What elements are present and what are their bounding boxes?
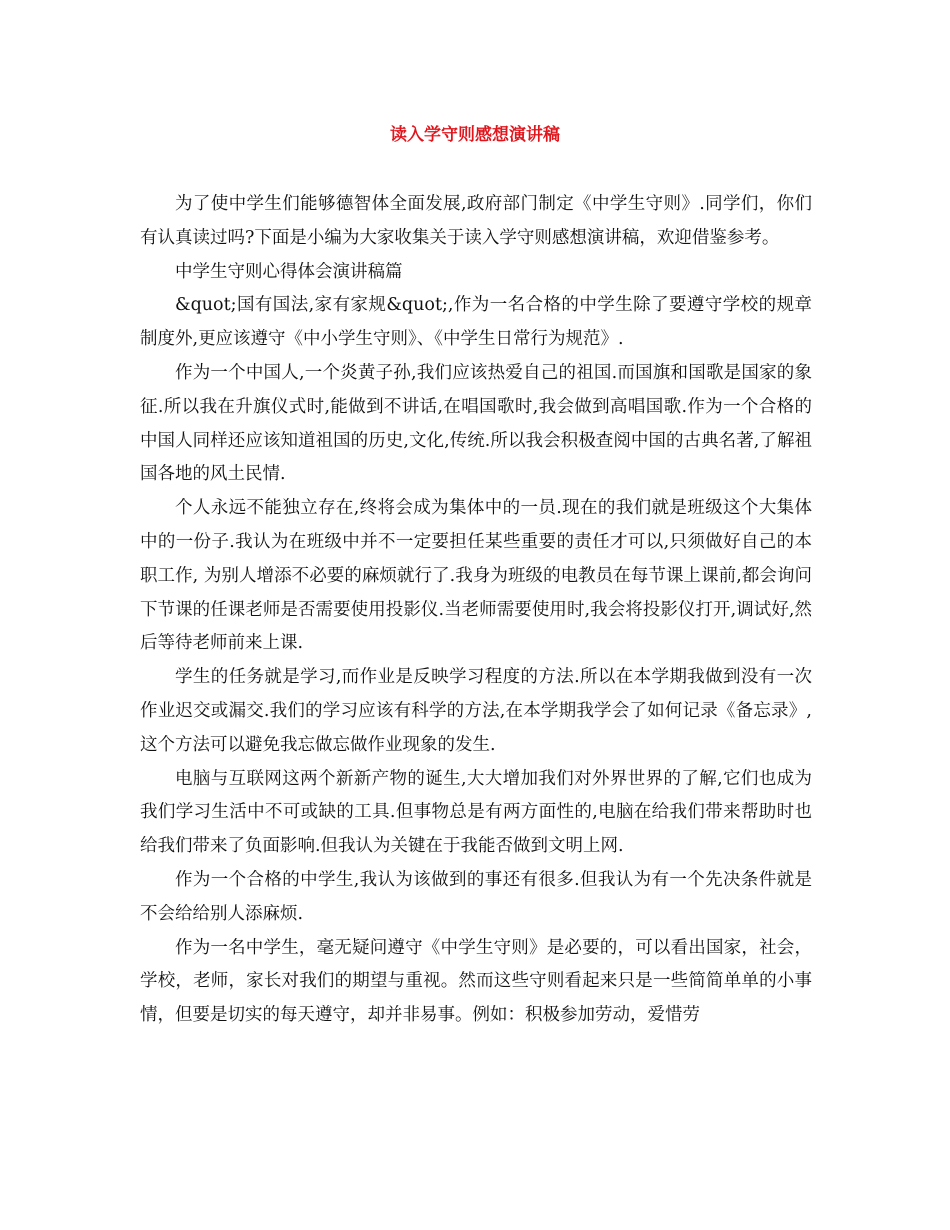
paragraph-subheading: 中学生守则心得体会演讲稿篇 [175,261,403,282]
paragraph-patriotism: 作为一个中国人,一个炎黄子孙,我们应该热爱自己的祖国.而国旗和国歌是国家的象征.所以我在升旗仪式时,能做到不讲话,在唱国歌时,我会做到高唱国歌.作为一个合格的中国人同样还应该知道祖国的历史,文化,传统.所以我会积极查阅中国的古典名著,了解祖国各地的风土民情. [140,362,812,485]
paragraph-precondition: 作为一个合格的中学生,我认为该做到的事还有很多.但我认为有一个先决条件就是不会给给别人添麻烦. [140,869,812,924]
paragraph-rules: &quot;国有国法,家有家规&quot;,作为一名合格的中学生除了要遵守学校的规章制度外,更应该遵守《中小学生守则》、《中学生日常行为规范》. [140,295,812,350]
paragraph-intro: 为了使中学生们能够德智体全面发展,政府部门制定《中学生守则》.同学们，你们有认真读过吗?下面是小编为大家收集关于读入学守则感想演讲稿，欢迎借鉴参考。 [140,194,812,248]
document-title: 读入学守则感想演讲稿 [390,125,560,145]
paragraph-collective: 个人永远不能独立存在,终将会成为集体中的一员.现在的我们就是班级这个大集体中的一份子.我认为在班级中并不一定要担任某些重要的责任才可以,只须做好自己的本职工作, 为别人增添不必要的麻烦就行了.我身为班级的电教员在每节课上课前,都会询问下节课的任课老师是否需要使用投影仪.当老师需要使用时,我会将投影仪打开,调试好,然后等待老师前来上课. [140,498,812,654]
document-body [140,188,812,1033]
paragraph-conclusion: 作为一名中学生，毫无疑问遵守《中学生守则》是必要的，可以看出国家，社会，学校，老师，家长对我们的期望与重视。然而这些守则看起来只是一些简简单单的小事情，但要是切实的每天遵守，却并非易事。例如：积极参加劳动，爱惜劳 [140,937,812,1026]
paragraph-internet: 电脑与互联网这两个新新产物的诞生,大大增加我们对外界世界的了解,它们也成为我们学习生活中不可或缺的工具.但事物总是有两方面性的,电脑在给我们带来帮助时也给我们带来了负面影响.但我认为关键在于我能否做到文明上网. [140,768,812,857]
paragraph-study: 学生的任务就是学习,而作业是反映学习程度的方法.所以在本学期我做到没有一次作业迟交或漏交.我们的学习应该有科学的方法,在本学期我学会了如何记录《备忘录》,这个方法可以避免我忘做忘做作业现象的发生. [140,667,812,755]
